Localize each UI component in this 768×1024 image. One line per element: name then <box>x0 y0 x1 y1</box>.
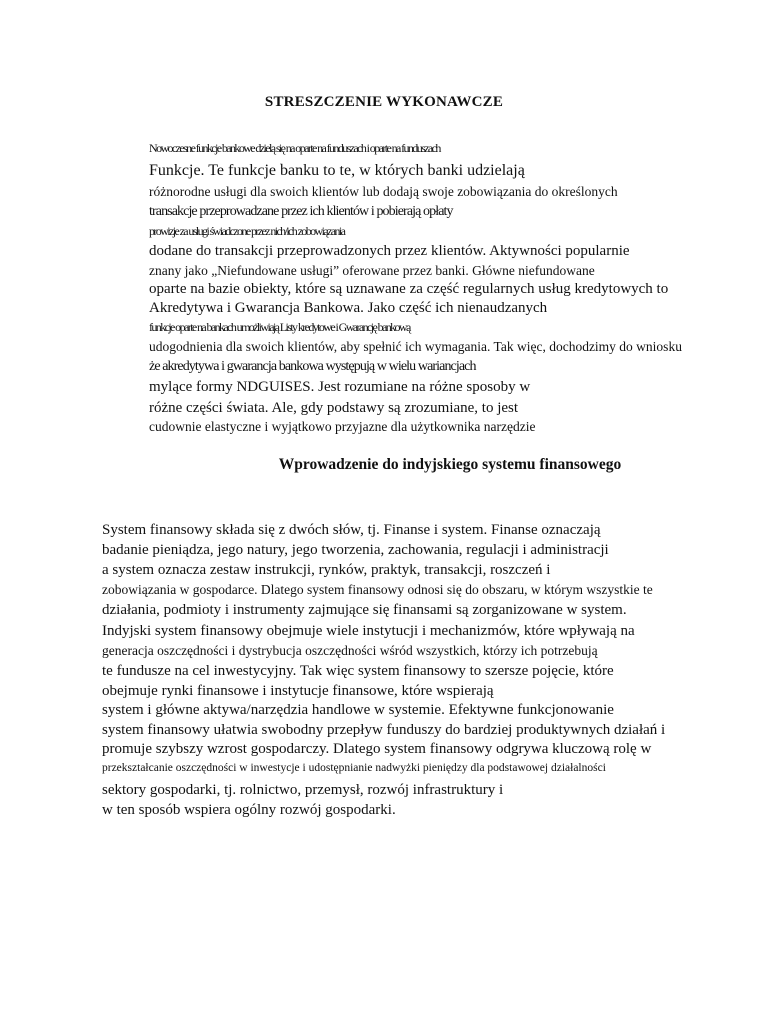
section-heading: Wprowadzenie do indyjskiego systemu finansowego <box>278 456 622 473</box>
introduction-body <box>102 520 665 820</box>
summary-line: Funkcje. Te funkcje banku to te, w których banki udzielają <box>149 162 525 179</box>
body-line: promuje szybszy wzrost gospodarczy. Dlatego system finansowy odgrywa kluczową rolę w <box>102 741 652 757</box>
summary-line: Nowoczesne funkcje bankowe dzielą się na oparte na funduszach i oparte na funduszach <box>149 141 440 155</box>
summary-line: funkcje oparte na bankach umożliwiają Listy kredytowe i Gwarancję bankową <box>149 320 410 334</box>
body-line: a system oznacza zestaw instrukcji, rynków, praktyk, transakcji, roszczeń i <box>102 562 551 578</box>
body-line: zobowiązania w gospodarce. Dlatego system finansowy odnosi się do obszaru, w którym wszystkie te <box>102 582 653 597</box>
summary-line: że akredytywa i gwarancja bankowa występują w wielu wariancjach <box>149 359 476 374</box>
summary-line: różnorodne usługi dla swoich klientów lub dodają swoje zobowiązania do określonych <box>149 184 618 199</box>
summary-line: znany jako „Niefundowane usługi” oferowane przez banki. Główne niefundowane <box>149 263 595 278</box>
summary-line: Akredytywa i Gwarancja Bankowa. Jako część ich nienaudzanych <box>149 300 548 316</box>
body-line: System finansowy składa się z dwóch słów, tj. Finanse i system. Finanse oznaczają <box>102 522 601 538</box>
body-line: system i główne aktywa/narzędzia handlowe w systemie. Efektywne funkcjonowanie <box>102 702 614 718</box>
body-line: badanie pieniądza, jego natury, jego tworzenia, zachowania, regulacji i administracji <box>102 542 609 558</box>
body-line: działania, podmioty i instrumenty zajmujące się finansami są zorganizowane w system. <box>102 602 627 618</box>
summary-line: cudownie elastyczne i wyjątkowo przyjazne dla użytkownika narzędzie <box>149 419 536 434</box>
body-line: generacja oszczędności i dystrybucja oszczędności wśród wszystkich, którzy ich potrzebują <box>102 643 598 658</box>
document-title: STRESZCZENIE WYKONAWCZE <box>264 94 504 110</box>
summary-line: oparte na bazie obiekty, które są uznawane za część regularnych usług kredytowych to <box>149 281 669 297</box>
body-line: te fundusze na cel inwestycyjny. Tak więc system finansowy to szersze pojęcie, które <box>102 663 614 679</box>
body-line: Indyjski system finansowy obejmuje wiele instytucji i mechanizmów, które wpływają na <box>102 623 635 639</box>
summary-line: różne części świata. Ale, gdy podstawy są zrozumiane, to jest <box>149 400 519 416</box>
summary-line: udogodnienia dla swoich klientów, aby spełnić ich wymagania. Tak więc, dochodzimy do wniosku <box>149 339 682 354</box>
summary-line: transakcje przeprowadzane przez ich klientów i pobierają opłaty <box>149 204 453 219</box>
summary-line: prowizje za usługi świadczone przez nich/ich zobowiązania <box>149 224 345 238</box>
executive-summary <box>149 138 682 436</box>
body-line: obejmuje rynki finansowe i instytucje finansowe, które wspierają <box>102 683 494 699</box>
body-line: sektory gospodarki, tj. rolnictwo, przemysł, rozwój infrastruktury i <box>102 782 504 798</box>
body-line: system finansowy ułatwia swobodny przepływ funduszy do bardziej produktywnych działań i <box>102 722 666 738</box>
summary-line: mylące formy NDGUISES. Jest rozumiane na różne sposoby w <box>149 379 531 395</box>
body-line: w ten sposób wspiera ogólny rozwój gospodarki. <box>102 802 396 818</box>
body-line: przekształcanie oszczędności w inwestycje i udostępnianie nadwyżki pieniędzy dla podstawowej działalności <box>102 762 606 774</box>
summary-line: dodane do transakcji przeprowadzonych przez klientów. Aktywności popularnie <box>149 243 630 259</box>
